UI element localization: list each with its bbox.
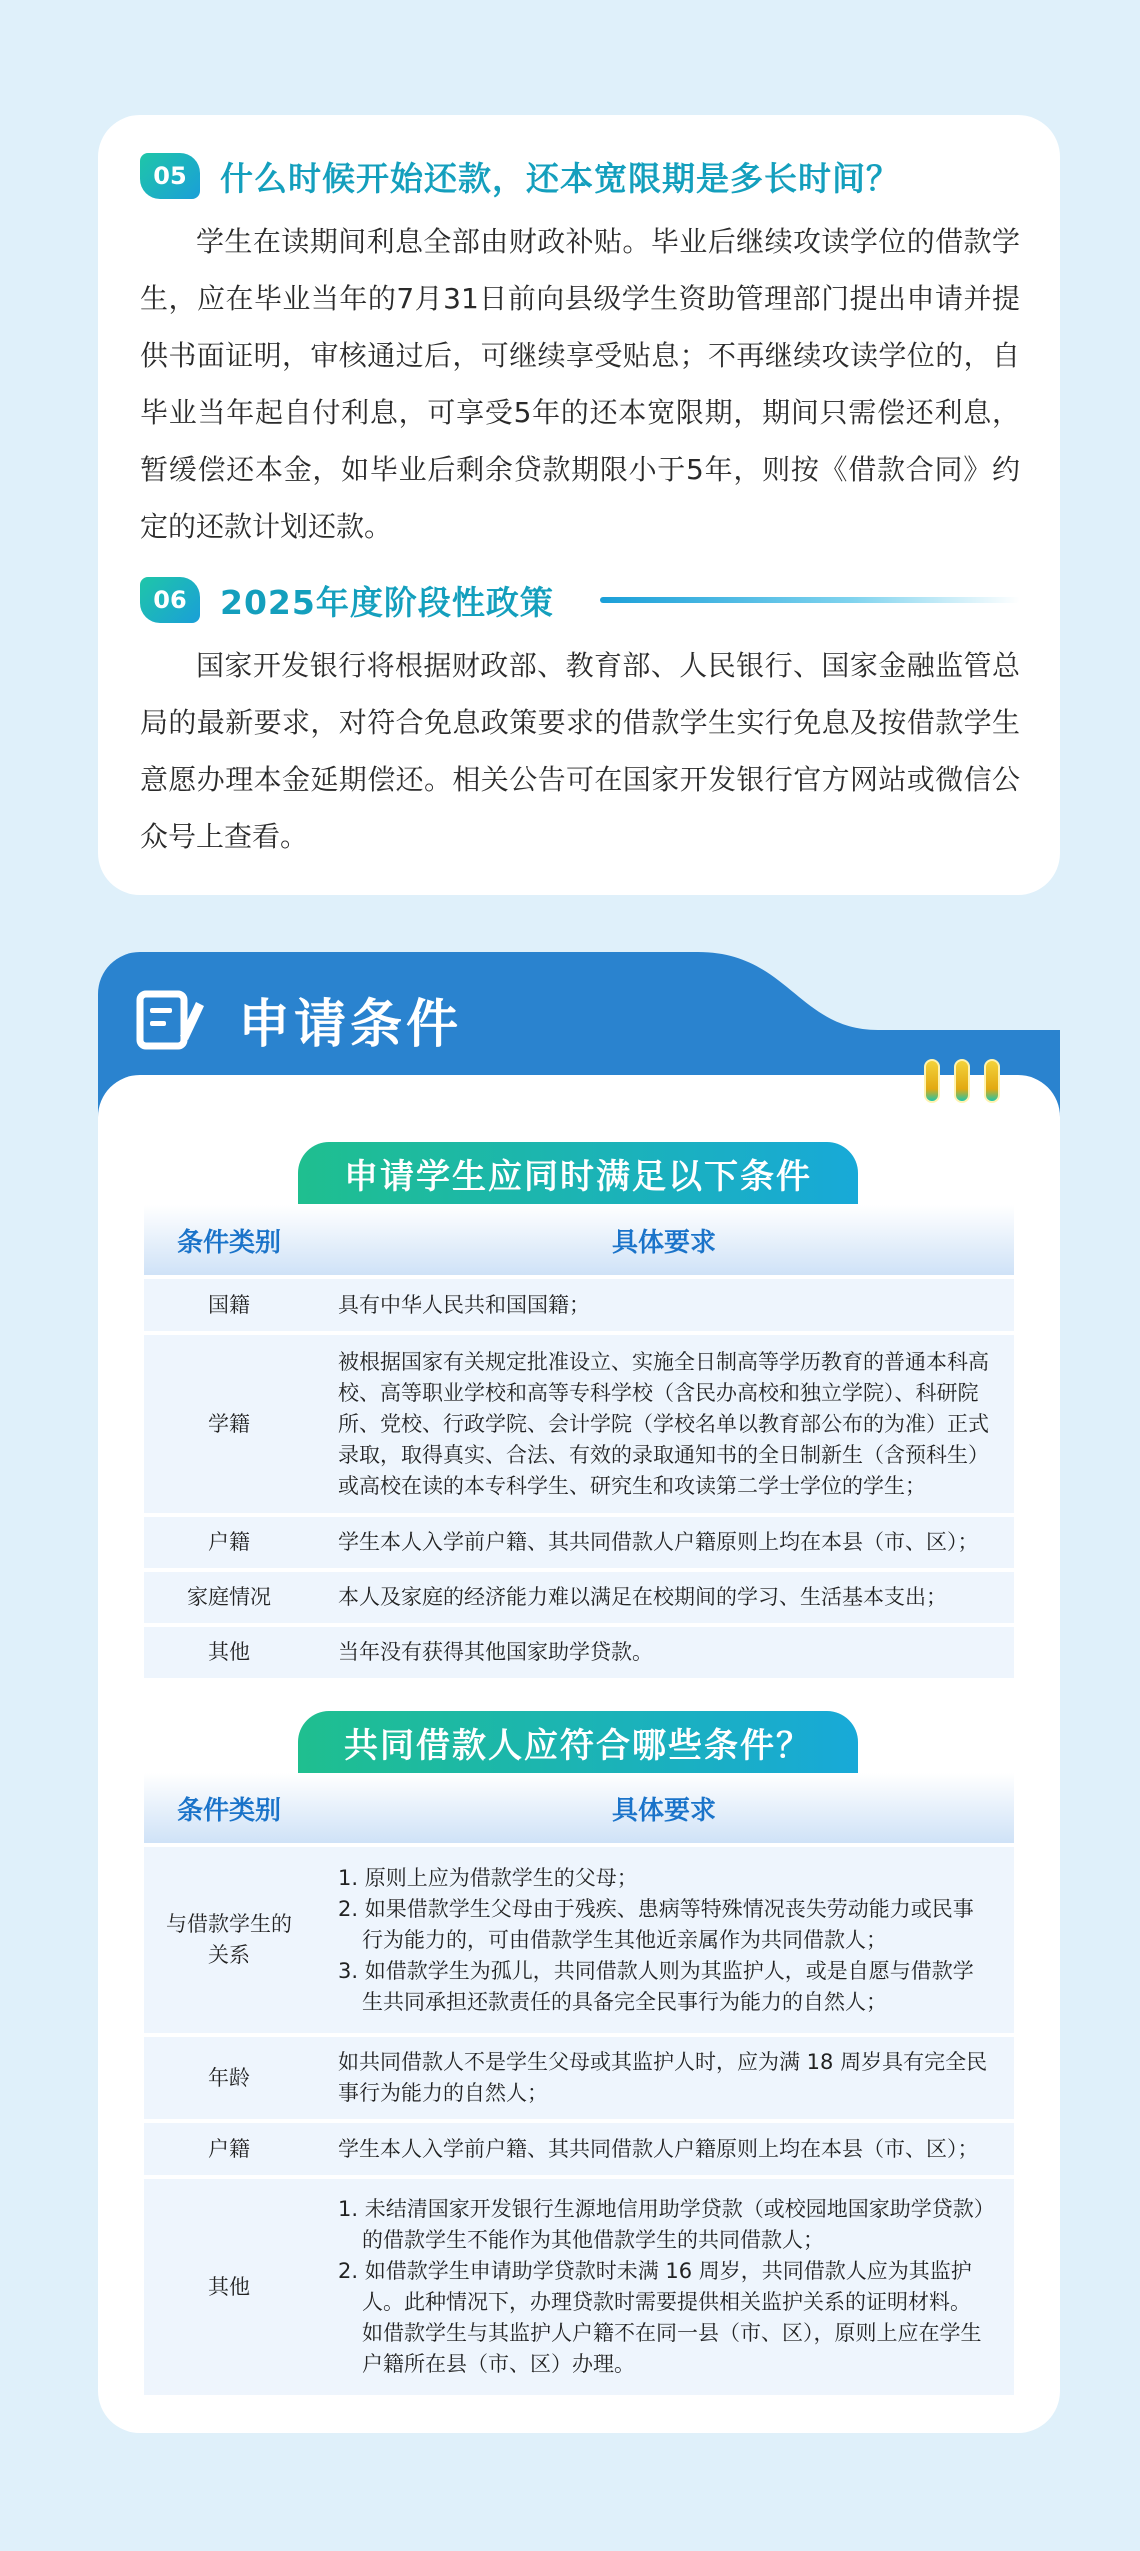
table-row: [144, 2179, 1014, 2395]
table-row: [144, 2037, 1014, 2119]
binder-ring: [984, 1059, 1000, 1103]
faq-number-badge: 06: [140, 577, 200, 623]
faq-heading: [140, 145, 1020, 207]
table-row: [144, 1627, 1014, 1678]
table-row: [144, 1335, 1014, 1513]
row-requirement: 具有中华人民共和国国籍；: [314, 1279, 1014, 1331]
requirement-list: [338, 2194, 990, 2380]
table-row: [144, 2123, 1014, 2175]
faq-answer: 学生在读期间利息全部由财政补贴。毕业后继续攻读学位的借款学生，应在毕业当年的7月31日前向县级学生资助管理部门提出申请并提供书面证明，审核通过后，可继续享受贴息；不再继续攻读学位的，自毕业当年起自付利息，可享受5年的还本宽限期，期间只需偿还利息，暂缓偿还本金，如毕业后剩余贷款期限小于5年，则按《借款合同》约定的还款计划还款。: [140, 225, 1020, 543]
faq-item-05: [140, 145, 1020, 555]
list-item: 3. 如借款学生为孤儿，共同借款人则为其监护人，或是自愿与借款学生共同承担还款责任的具备完全民事行为能力的自然人；: [338, 1958, 974, 2014]
column-header-category: 条件类别: [144, 1205, 314, 1275]
student-conditions-table: [144, 1201, 1014, 1682]
faq-card: [98, 115, 1060, 895]
faq-answer: 国家开发银行将根据财政部、教育部、人民银行、国家金融监管总局的最新要求，对符合免息政策要求的借款学生实行免息及按借款学生意愿办理本金延期偿还。相关公告可在国家开发银行官方网站或微信公众号上查看。: [140, 649, 1020, 853]
row-category: 户籍: [144, 2123, 314, 2175]
edit-document-icon: [136, 988, 206, 1056]
conditions-panel: [98, 1075, 1060, 2433]
row-category: 户籍: [144, 1517, 314, 1568]
row-requirement: 学生本人入学前户籍、其共同借款人户籍原则上均在本县（市、区）；: [314, 1517, 1014, 1568]
table-header-row: [144, 1773, 1014, 1843]
column-header-requirement: 具体要求: [314, 1205, 1014, 1275]
row-category: 家庭情况: [144, 1572, 314, 1623]
row-requirement: 被根据国家有关规定批准设立、实施全日制高等学历教育的普通本科高校、高等职业学校和高等专科学校（含民办高校和独立学院）、科研院所、党校、行政学院、会计学院（学校名单以教育部公布的为准）正式录取，取得真实、合法、有效的录取通知书的全日制新生（含预科生）或高校在读的本专科学生、研究生和攻读第二学士学位的学生；: [314, 1335, 1014, 1513]
column-header-requirement: 具体要求: [314, 1773, 1014, 1843]
panel-title: 申请条件: [238, 995, 463, 1055]
requirement-list: [338, 1863, 990, 2018]
table-row: [144, 1517, 1014, 1568]
faq-title: 2025年度阶段性政策: [220, 582, 554, 622]
table-row: [144, 1572, 1014, 1623]
table-row: [144, 1847, 1014, 2033]
row-requirement: 如共同借款人不是学生父母或其监护人时，应为满 18 周岁具有完全民事行为能力的自然人；: [314, 2037, 1014, 2119]
list-item: 1. 未结清国家开发银行生源地信用助学贷款（或校园地国家助学贷款）的借款学生不能作为其他借款学生的共同借款人；: [338, 2197, 985, 2252]
coborrower-conditions-table: [144, 1769, 1014, 2399]
list-item: 2. 如果借款学生父母由于残疾、患病等特殊情况丧失劳动能力或民事行为能力的，可由借款学生其他近亲属作为共同借款人；: [338, 1896, 974, 1952]
faq-number-badge: 05: [140, 153, 200, 199]
faq-heading: [140, 569, 1020, 631]
coborrower-conditions-heading: 共同借款人应符合哪些条件？: [298, 1711, 858, 1773]
row-requirement: [314, 1847, 1014, 2033]
row-requirement: 本人及家庭的经济能力难以满足在校期间的学习、生活基本支出；: [314, 1572, 1014, 1623]
binder-rings-decor: [924, 1059, 1000, 1103]
row-category: 国籍: [144, 1279, 314, 1331]
row-category: 学籍: [144, 1335, 314, 1513]
column-header-category: 条件类别: [144, 1773, 314, 1843]
row-category: 年龄: [144, 2037, 314, 2119]
row-requirement: 学生本人入学前户籍、其共同借款人户籍原则上均在本县（市、区）；: [314, 2123, 1014, 2175]
list-item: 2. 如借款学生申请助学贷款时未满 16 周岁，共同借款人应为其监护人。此种情况下，办理贷款时需要提供相关监护关系的证明材料。如借款学生与其监护人户籍不在同一县（市、区），原则上应在学生户籍所在县（市、区）办理。: [338, 2259, 982, 2376]
faq-item-06: [140, 569, 1020, 865]
row-category: 与借款学生的关系: [144, 1847, 314, 2033]
binder-ring: [954, 1059, 970, 1103]
table-header-row: [144, 1205, 1014, 1275]
binder-ring: [924, 1059, 940, 1103]
heading-decor-line: [600, 597, 1020, 603]
row-requirement: 当年没有获得其他国家助学贷款。: [314, 1627, 1014, 1678]
row-requirement: [314, 2179, 1014, 2395]
student-conditions-heading: 申请学生应同时满足以下条件: [298, 1142, 858, 1204]
row-category: 其他: [144, 1627, 314, 1678]
list-item: 1. 原则上应为借款学生的父母；: [338, 1865, 638, 1890]
table-row: [144, 1279, 1014, 1331]
faq-title: 什么时候开始还款，还本宽限期是多长时间？: [220, 158, 900, 198]
row-category: 其他: [144, 2179, 314, 2395]
